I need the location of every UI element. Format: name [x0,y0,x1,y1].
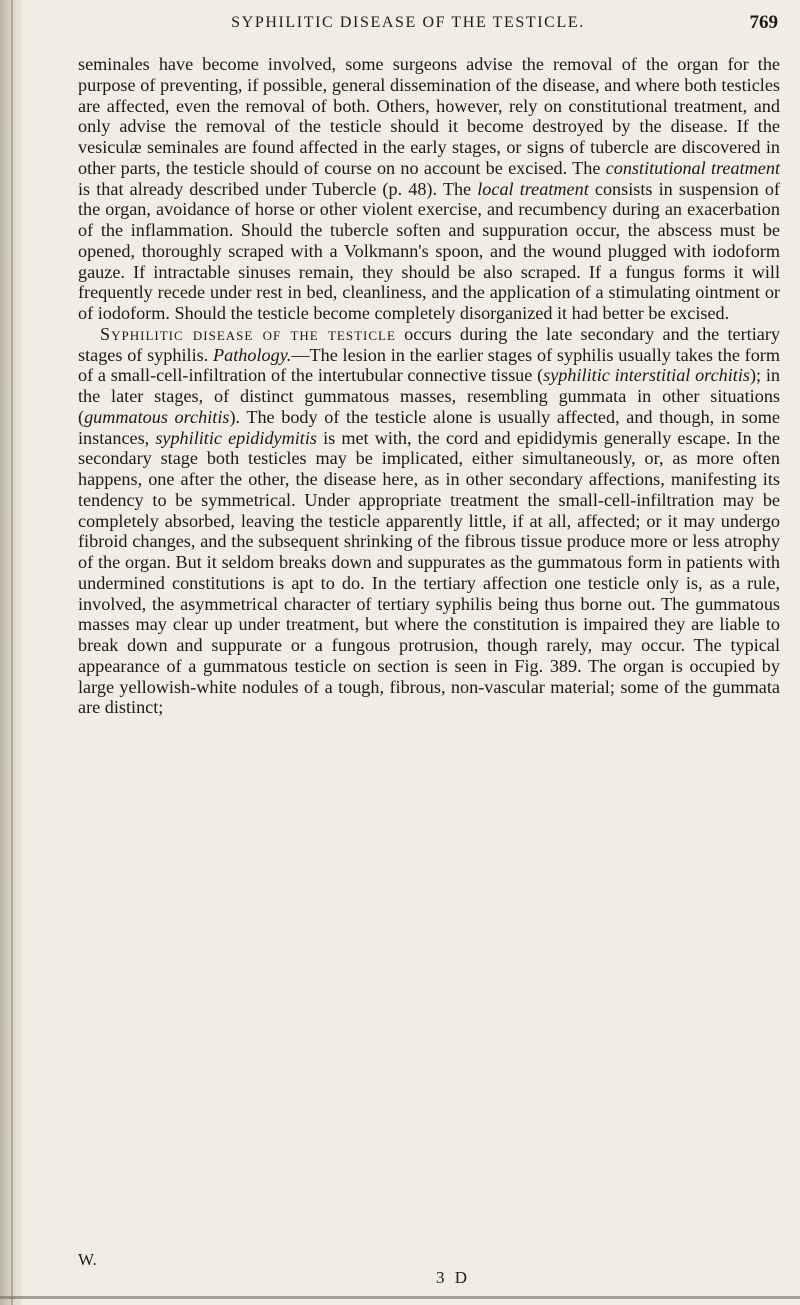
bottom-edge-rule [0,1296,800,1299]
signature-mark: 3 D [436,1268,471,1287]
italic-term: local treatment [477,178,589,199]
italic-term: constitutional treatment [605,157,780,178]
italic-term: syphilitic interstitial orchitis [543,365,750,386]
page-header [78,14,778,38]
italic-term: gummatous orchitis [84,406,230,427]
section-heading: Syphilitic disease of the testicle [100,323,396,344]
page-footer [78,1250,780,1290]
text-run: consists in suspension of the organ, avoidance of horse or other violent exercise, and recumbency during an exacerbation of the inflammation. Should the tubercle soften and suppuration occur, the abscess must be opened, thoroughly scraped with a Volkmann's spoon, and the wound plugged with iodoform gauze. If intractable sinuses remain, they should be also scraped. If a fungus forms it will frequently recede under rest in bed, cleanliness, and the application of a stimulating ointment or of iodoform. Should the testicle become completely disorganized it had better be excised. [78,178,780,323]
italic-term: Pathology. [213,344,292,365]
body-text [78,54,780,718]
text-run: occurs during the late secondary and the tertiary stages of syphilis. [78,323,780,365]
signature-letter: W. [78,1250,97,1269]
text-run: is that already described under Tubercle (p. 48). The [78,178,478,199]
text-run: seminales have become involved, some surgeons advise the removal of the organ for the purpose of preventing, if possible, general dissemination of the disease, and where both testicles are affected, even the removal of both. Others, however, rely on constitutional treatment, and only advise the removal of the testicle should it become destroyed by the disease. If the vesiculæ seminales are found affected in the early stages, or signs of tubercle are discovered in other parts, the testicle should of course on no account be excised. The [78,54,780,178]
running-head: SYPHILITIC DISEASE OF THE TESTICLE. [231,14,585,31]
text-run: ); in the later stages, of distinct gummatous masses, resembling gummata in other situations ( [78,365,780,427]
text-run: ). The body of the testicle alone is usually affected, and though, in some instances, [78,406,780,448]
paragraph-tubercle-treatment [78,54,780,324]
gutter-shadow-line [11,0,13,1305]
italic-term: syphilitic epididymitis [155,427,317,448]
paragraph-syphilitic-disease [78,324,780,718]
text-run: is met with, the cord and epididymis generally escape. In the secondary stage both testicles may be implicated, either simultaneously, or, as more often happens, one after the other, the disease here, as in other secondary affections, manifesting its tendency to be symmetrical. Under appropriate treatment the small-cell-infiltration may be completely absorbed, leaving the testicle apparently little, if at all, affected; or it may undergo fibroid changes, and the subsequent shrinking of the fibrous tissue produce more or less atrophy of the organ. But it seldom breaks down and suppurates as the gummatous form in patients with undermined constitutions is apt to do. In the tertiary affection one testicle only is, as a rule, involved, the asymmetrical character of tertiary syphilis being thus borne out. The gummatous masses may clear up under treatment, but where the constitution is impaired they are liable to break down and suppurate or a fungous protrusion, though rarely, may occur. The typical appearance of a gummatous testicle on section is seen in Fig. 389. The organ is occupied by large yellowish-white nodules of a tough, fibrous, non-vascular material; some of the gummata are distinct; [78,427,780,718]
page-number: 769 [749,12,778,33]
text-run: —The lesion in the earlier stages of syphilis usually takes the form of a small-cell-infiltration of the intertubular connective tissue ( [78,344,780,386]
